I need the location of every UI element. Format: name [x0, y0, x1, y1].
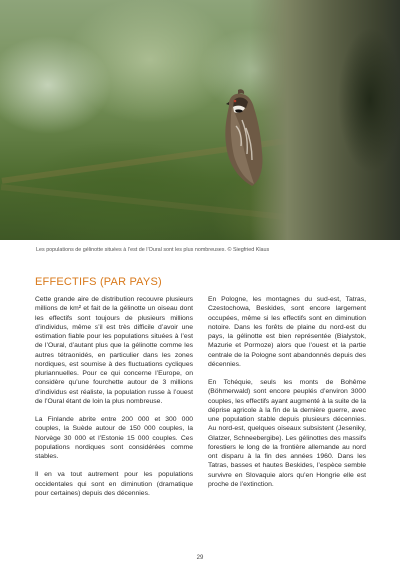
hazel-grouse-bird: [212, 86, 272, 196]
tree-trunk: [250, 0, 400, 240]
right-text-column: [208, 295, 366, 498]
paragraph: En Tchéquie, seuls les monts de Bohême (Böhmerwald) sont encore peuplés d’environ 3000 couples, les effectifs ayant augmenté à la suite de la déprise agricole à la fin de la dernière guerre, avec une population stable depuis plusieurs décennies. Au nord-est, quelques oiseaux subsistent (Jeseniky, Glatzer, Schneebergibe). Les gélinottes des massifs forestiers le long de la frontière allemande au nord ont disparu à la fin des années 1960. Dans les Tatras, basses et hautes Beskides, l’espèce semble survivre en Slovaquie alors qu’en Hongrie elle est proche de l’extinction.: [208, 379, 366, 488]
photo-caption: Les populations de gélinotte situées à l’est de l’Oural sont les plus nombreuses. © Siegfried Klaus: [36, 247, 270, 253]
paragraph: En Pologne, les montagnes du sud-est, Tatras, Czestochowa, Beskides, sont encore largement occupées, même si les effectifs sont en diminution notoire. Dans les forêts de plaine du nord-est du pays, la gélinotte est bien représentée (Bialystok, Mazurie et Pormoze) alors que l’ouest et la partie centrale de la Pologne sont abandonnés depuis des décennies.: [208, 296, 366, 368]
section-heading: EFFECTIFS (PAR PAYS): [35, 276, 162, 288]
page-number: 29: [196, 555, 204, 561]
left-text-column: [35, 295, 193, 507]
paragraph: Il en va tout autrement pour les populations occidentales qui sont en diminution (dramatique pour certaines) depuis des décennies.: [35, 471, 193, 497]
hazel-grouse-photo: [0, 0, 400, 240]
paragraph: Cette grande aire de distribution recouvre plusieurs millions de km² et fait de la gélinotte un oiseau dont les effectifs sont toujours de plusieurs millions d’individus, même s’il est très difficile d’avoir une estimation fiable pour les populations situées à l’est de l’Oural, d’autant plus que la gélinotte comme les autres tétraonidés, en particulier dans les zones nordiques, est soumise à des fluctuations cycliques pluriannuelles. Pour ce qui concerne l’Europe, on considère qu’une fourchette autour de 3 millions d’individus est réaliste, la population russe à l’ouest de l’Oural étant de loin la plus nombreuse.: [35, 296, 193, 405]
paragraph: La Finlande abrite entre 200 000 et 300 000 couples, la Suède autour de 150 000 couples, la Norvège 30 000 et l’Estonie 15 000 couples. Ces populations nordiques sont considérées comme stables.: [35, 416, 193, 460]
